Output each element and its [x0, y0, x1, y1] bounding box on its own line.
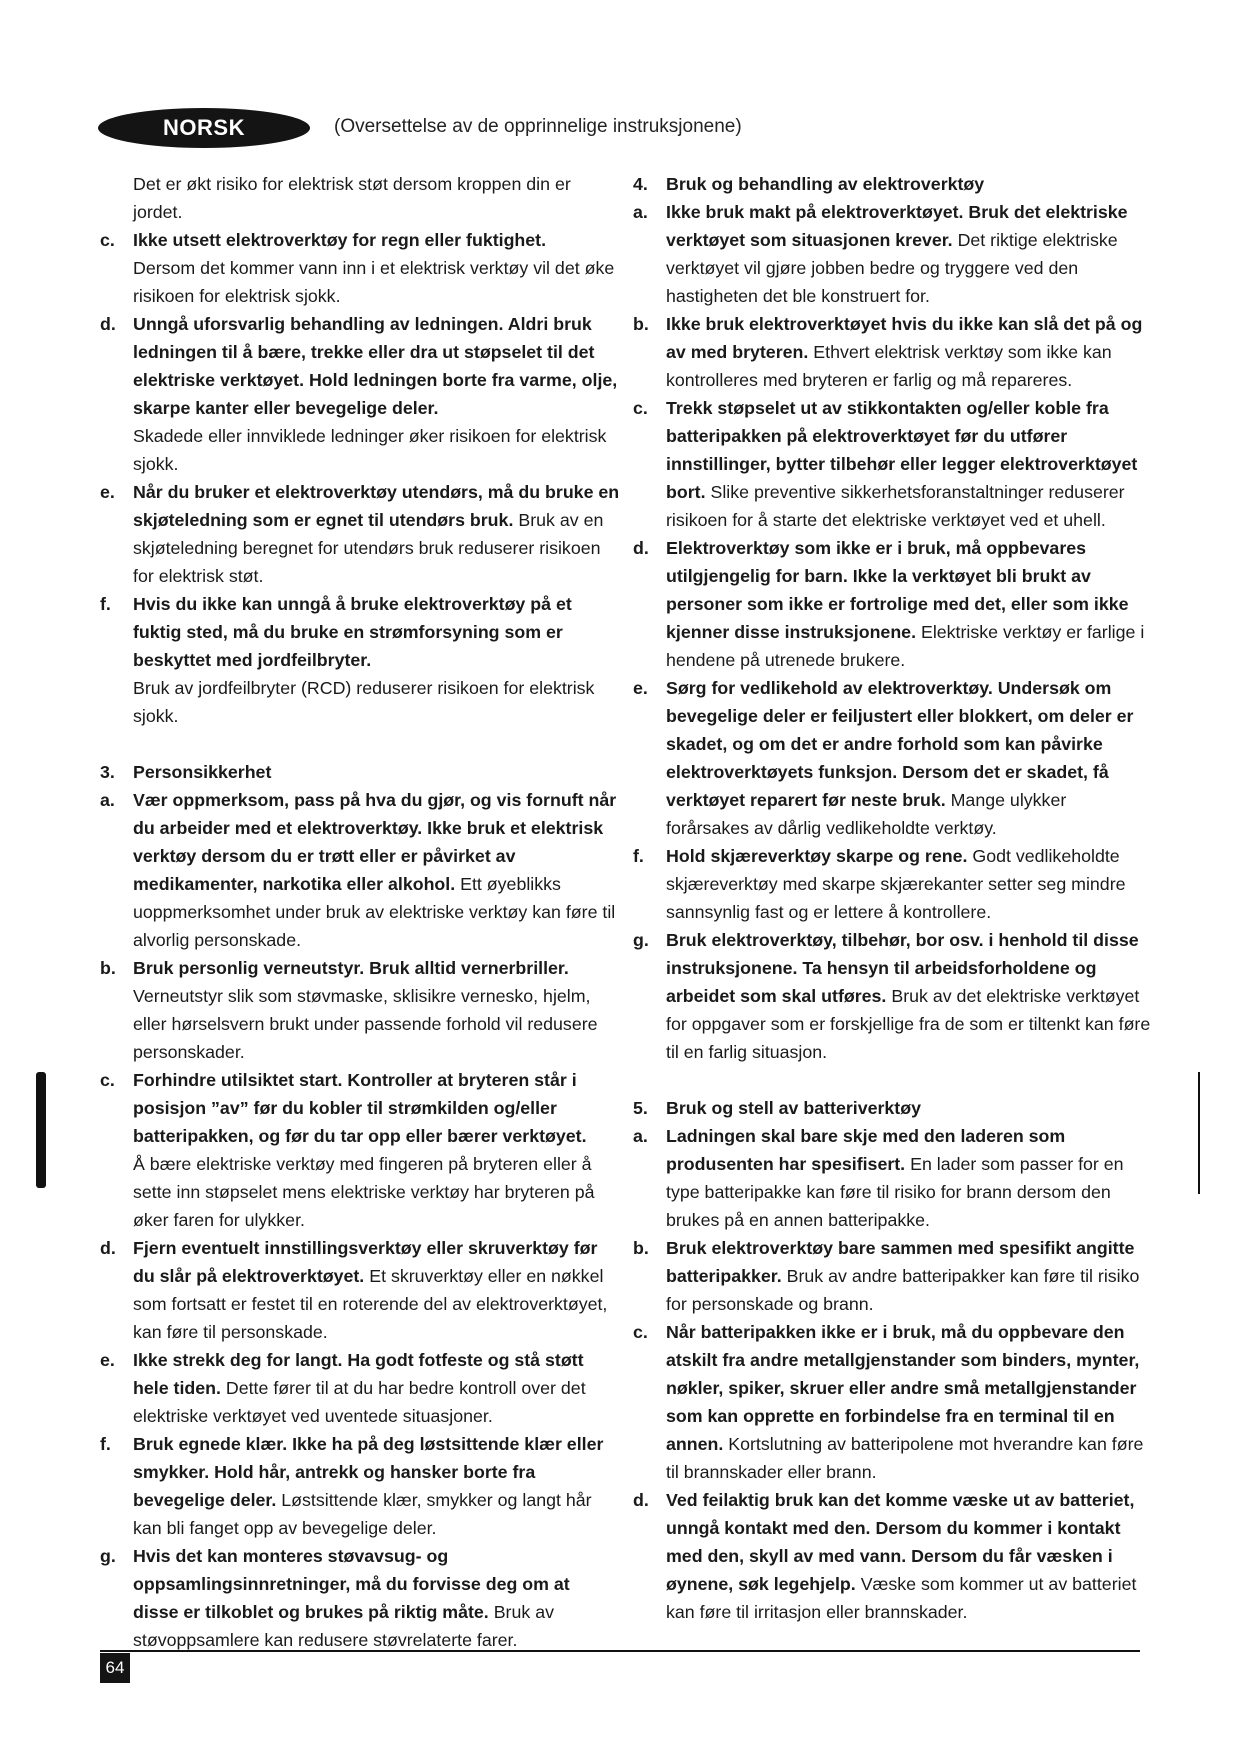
item-label: f. [100, 1434, 111, 1454]
item-bold-text: Hvis det kan monteres støvavsug- og oppsamlingsinnretninger, må du forvisse deg om at disse er tilkoblet og brukes på riktig måte. [133, 1546, 570, 1622]
item-text: Bruk av andre batteripakker kan føre til risiko for personskade og brann. [666, 1266, 1140, 1314]
list-item [100, 1346, 620, 1430]
list-item [633, 1318, 1151, 1486]
item-label: f. [100, 594, 111, 614]
item-label: g. [633, 930, 649, 950]
item-label: e. [100, 482, 115, 502]
list-item [100, 310, 620, 478]
section-number: 3. [100, 762, 115, 782]
item-text: Verneutstyr slik som støvmaske, sklisikre vernesko, hjelm, eller hørselsvern brukt under passende forhold vil redusere personskader. [133, 986, 598, 1062]
item-bold-text: Ladningen skal bare skje med den laderen som produsenten har spesifisert. [666, 1126, 1066, 1174]
item-bold-text: Vær oppmerksom, pass på hva du gjør, og vis fornuft når du arbeider med et elektroverktøy. Ikke bruk et elektrisk verktøy dersom du er trøtt eller er påvirket av medikamenter, narkotika eller alkohol. [133, 790, 617, 894]
section-title: Bruk og behandling av elektroverktøy [666, 174, 985, 194]
list-item [633, 1122, 1151, 1234]
item-label: d. [100, 314, 116, 334]
list-item [633, 674, 1151, 842]
list-item [100, 1234, 620, 1346]
list-item [100, 1430, 620, 1542]
section-heading [100, 758, 620, 786]
intro-paragraph [100, 170, 620, 226]
list-item [633, 310, 1151, 394]
item-bold-text: Unngå uforsvarlig behandling av ledningen. Aldri bruk ledningen til å bære, trekke eller dra ut støpselet til det elektriske verktøyet. Hold ledningen borte fra varme, olje, skarpe kanter eller bevegelige deler. [133, 314, 618, 418]
item-text: Dette fører til at du har bedre kontroll over det elektriske verktøyet ved uventede situasjoner. [133, 1378, 586, 1426]
translation-note: (Oversettelse av de opprinnelige instruksjonene) [334, 116, 742, 137]
item-bold-text: Forhindre utilsiktet start. Kontroller at bryteren står i posisjon ”av” før du kobler til strømkilden og/eller batteripakken, og før du tar opp eller bærer verktøyet. [133, 1070, 587, 1146]
item-text: Væske som kommer ut av batteriet kan føre til irritasjon eller brannskader. [666, 1574, 1137, 1622]
item-bold-text: Bruk elektroverktøy bare sammen med spesifikt angitte batteripakker. [666, 1238, 1135, 1286]
item-bold-text: Bruk egnede klær. Ikke ha på deg løstsittende klær eller smykker. Hold hår, antrekk og hansker borte fra bevegelige deler. [133, 1434, 604, 1510]
item-bold-text: Ikke strekk deg for langt. Ha godt fotfeste og stå støtt hele tiden. [133, 1350, 584, 1398]
item-bold-text: Når du bruker et elektroverktøy utendørs, må du bruke en skjøteledning som er egnet til utendørs bruk. [133, 482, 620, 530]
item-label: d. [100, 1238, 116, 1258]
item-text: Ethvert elektrisk verktøy som ikke kan kontrolleres med bryteren er farlig og må repareres. [666, 342, 1112, 390]
list-item [633, 198, 1151, 310]
section-heading [633, 1094, 1151, 1122]
item-bold-text: Bruk personlig verneutstyr. Bruk alltid vernerbriller. [133, 958, 569, 978]
item-bold-text: Bruk elektroverktøy, tilbehør, bor osv. i henhold til disse instruksjonene. Ta hensyn til arbeidsforholdene og arbeidet som skal utføres. [666, 930, 1139, 1006]
item-bold-text: Trekk støpselet ut av stikkontakten og/eller koble fra batteripakken på elektroverktøyet før du utfører innstillinger, bytter tilbehør eller legger elektroverktøyet bort. [666, 398, 1138, 502]
page-header [98, 108, 1198, 148]
list-item [633, 1234, 1151, 1318]
item-text: Elektriske verktøy er farlige i hendene på utrenede brukere. [666, 622, 1145, 670]
item-text: Slike preventive sikkerhetsforanstaltninger reduserer risikoen for å starte det elektriske verktøyet ved et uhell. [666, 482, 1125, 530]
item-bold-text: Ikke utsett elektroverktøy for regn eller fuktighet. [133, 230, 547, 250]
section-heading [633, 170, 1151, 198]
item-label: c. [100, 230, 115, 250]
item-text: Bruk av støvoppsamlere kan redusere støvrelaterte farer. [133, 1602, 554, 1650]
item-bold-text: Fjern eventuelt innstillingsverktøy eller skruverktøy før du slår på elektroverktøyet. [133, 1238, 598, 1286]
item-bold-text: Hold skjæreverktøy skarpe og rene. [666, 846, 968, 866]
item-bold-text: Ikke bruk makt på elektroverktøyet. Bruk det elektriske verktøyet som situasjonen krever. [666, 202, 1128, 250]
item-bold-text: Ved feilaktig bruk kan det komme væske ut av batteriet, unngå kontakt med den. Dersom du kommer i kontakt med den, skyll av med vann. Dersom du får væsken i øynene, søk legehjelp. [666, 1490, 1135, 1594]
item-label: d. [633, 538, 649, 558]
margin-bar [1198, 1072, 1200, 1194]
list-item [100, 1542, 620, 1654]
item-text: Skadede eller innviklede ledninger øker risikoen for elektrisk sjokk. [133, 426, 607, 474]
page-number: 64 [100, 1653, 130, 1683]
list-item [633, 534, 1151, 674]
item-text: Løstsittende klær, smykker og langt hår kan bli fanget opp av bevegelige deler. [133, 1490, 592, 1538]
item-label: e. [100, 1350, 115, 1370]
item-label: g. [100, 1546, 116, 1566]
item-bold-text: Elektroverktøy som ikke er i bruk, må oppbevares utilgjengelig for barn. Ikke la verktøyet bli brukt av personer som ikke er fortrolige med det, eller som ikke kjenner disse instruksjonene. [666, 538, 1129, 642]
list-item [633, 842, 1151, 926]
item-label: a. [633, 202, 648, 222]
right-column [633, 170, 1151, 1626]
item-label: b. [633, 314, 649, 334]
footer-divider [100, 1650, 1140, 1652]
item-label: a. [633, 1126, 648, 1146]
item-bold-text: Hvis du ikke kan unngå å bruke elektroverktøy på et fuktig sted, må du bruke en strømforsyning som er beskyttet med jordfeilbryter. [133, 594, 572, 670]
list-item [633, 394, 1151, 534]
item-text: Mange ulykker forårsakes av dårlig vedlikeholdte verktøy. [666, 790, 1067, 838]
list-item [100, 1066, 620, 1234]
item-text: Bruk av jordfeilbryter (RCD) reduserer risikoen for elektrisk sjokk. [133, 678, 595, 726]
item-label: b. [100, 958, 116, 978]
list-item [633, 926, 1151, 1066]
item-bold-text: Sørg for vedlikehold av elektroverktøy. Undersøk om bevegelige deler er feiljustert eller blokkert, om deler er skadet, og om det er andre forhold som kan påvirke elektroverktøyets funksjon. Dersom det er skadet, få verktøyet reparert før neste bruk. [666, 678, 1134, 810]
section-number: 5. [633, 1098, 648, 1118]
item-label: a. [100, 790, 115, 810]
item-text: Godt vedlikeholdte skjæreverktøy med skarpe skjærekanter setter seg mindre sannsynlig fast og er lettere å kontrollere. [666, 846, 1126, 922]
item-label: b. [633, 1238, 649, 1258]
item-label: e. [633, 678, 648, 698]
list-item [100, 954, 620, 1066]
list-item [100, 590, 620, 730]
left-column [100, 170, 620, 1654]
item-text: Dersom det kommer vann inn i et elektrisk verktøy vil det øke risikoen for elektrisk sjokk. [133, 258, 615, 306]
side-thumb-tab [36, 1072, 46, 1188]
item-text: Kortslutning av batteripolene mot hverandre kan føre til brannskader eller brann. [666, 1434, 1144, 1482]
section-title: Bruk og stell av batteriverktøy [666, 1098, 921, 1118]
item-label: d. [633, 1490, 649, 1510]
list-item [100, 786, 620, 954]
item-text: Bruk av en skjøteledning beregnet for utendørs bruk reduserer risikoen for elektrisk støt. [133, 510, 604, 586]
section-title: Personsikkerhet [133, 762, 272, 782]
item-text: Ett øyeblikks uoppmerksomhet under bruk av elektriske verktøy kan føre til alvorlig personskade. [133, 874, 616, 950]
item-text: Å bære elektriske verktøy med fingeren på bryteren eller å sette inn støpselet mens elektriske verktøy har bryteren på øker faren for ulykker. [133, 1154, 595, 1230]
item-text: Et skruverktøy eller en nøkkel som fortsatt er festet til en roterende del av elektroverktøyet, kan føre til personskade. [133, 1266, 608, 1342]
list-item [100, 226, 620, 310]
language-badge: NORSK [98, 108, 310, 148]
list-item [633, 1486, 1151, 1626]
item-label: c. [633, 1322, 648, 1342]
item-text: En lader som passer for en type batteripakke kan føre til risiko for brann dersom den brukes på en annen batteripakke. [666, 1154, 1124, 1230]
item-label: c. [633, 398, 648, 418]
item-bold-text: Når batteripakken ikke er i bruk, må du oppbevare den atskilt fra andre metallgjenstander som binders, mynter, nøkler, spiker, skruer eller andre små metallgjenstander som kan opprette en forbindelse fra en terminal til en annen. [666, 1322, 1140, 1454]
item-label: f. [633, 846, 644, 866]
item-text: Bruk av det elektriske verktøyet for oppgaver som er forskjellige fra de som er tiltenkt kan føre til en farlig situasjon. [666, 986, 1151, 1062]
section-number: 4. [633, 174, 648, 194]
item-label: c. [100, 1070, 115, 1090]
item-text: Det riktige elektriske verktøyet vil gjøre jobben bedre og tryggere ved den hastigheten det ble konstruert for. [666, 230, 1118, 306]
item-bold-text: Ikke bruk elektroverktøyet hvis du ikke kan slå det på og av med bryteren. [666, 314, 1143, 362]
intro-text: Det er økt risiko for elektrisk støt dersom kroppen din er jordet. [133, 174, 571, 222]
list-item [100, 478, 620, 590]
